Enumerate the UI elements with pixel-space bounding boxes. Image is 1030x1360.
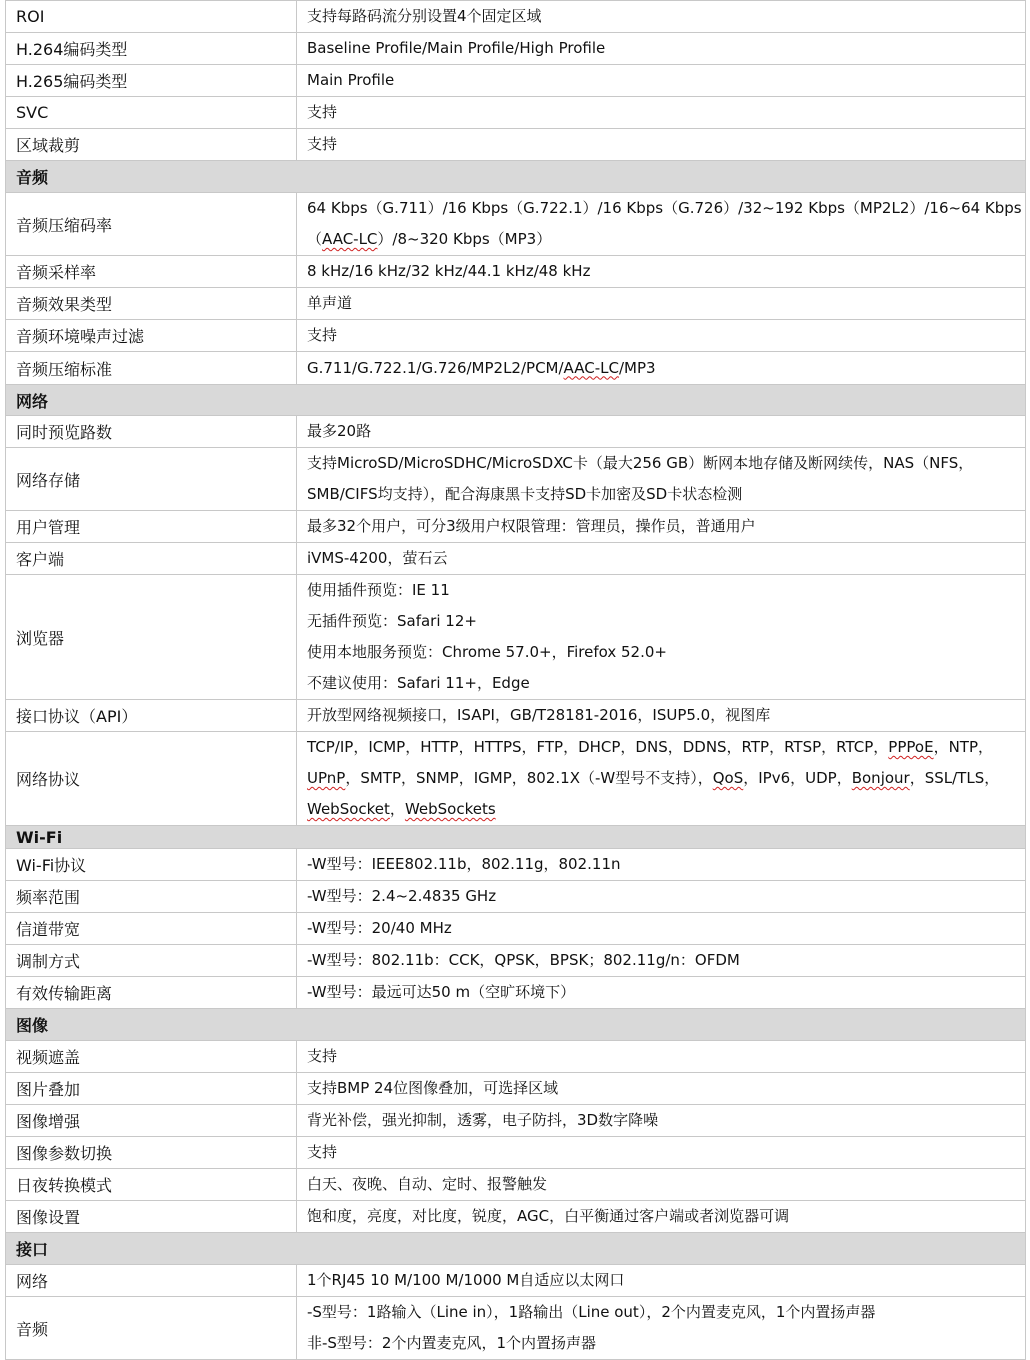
- spec-value-line: 单声道: [307, 294, 353, 312]
- spec-value: [297, 543, 1026, 575]
- spec-value: [297, 1297, 1026, 1360]
- spec-value: [297, 256, 1026, 288]
- spec-value-line: 1个RJ45 10 M/100 M/1000 M自适应以太网口: [307, 1271, 625, 1289]
- spellcheck-underline: WebSockets: [404, 800, 496, 818]
- spec-row: [6, 288, 1026, 320]
- spec-value-line: Baseline Profile/Main Profile/High Profile: [307, 39, 606, 57]
- spec-row: [6, 732, 1026, 826]
- spec-value-line: 非-S型号：2个内置麦克风，1个内置扬声器: [307, 1334, 597, 1352]
- spec-row: [6, 1105, 1026, 1137]
- spec-value-line: 支持: [307, 103, 338, 121]
- spec-label: 频率范围: [6, 881, 297, 913]
- spec-row: [6, 1073, 1026, 1105]
- spec-value-line: 支持: [307, 1047, 338, 1065]
- spec-label: 图像参数切换: [6, 1137, 297, 1169]
- section-header: [6, 385, 1026, 416]
- spec-value: [297, 320, 1026, 352]
- spec-row: [6, 416, 1026, 448]
- spec-table: [5, 0, 1026, 1360]
- spec-row: [6, 849, 1026, 881]
- spec-value: [297, 881, 1026, 913]
- spec-value: [297, 33, 1026, 65]
- spellcheck-underline: QoS: [712, 769, 744, 787]
- spec-value: [297, 193, 1026, 256]
- section-title: 图像: [6, 1009, 1026, 1041]
- spec-label: 图片叠加: [6, 1073, 297, 1105]
- spec-label: 有效传输距离: [6, 977, 297, 1009]
- spec-value: [297, 1169, 1026, 1201]
- spec-row: [6, 1169, 1026, 1201]
- spec-value-line: G.711/G.722.1/G.726/MP2L2/PCM/AAC-LC/MP3: [307, 358, 656, 377]
- spec-label: 区域裁剪: [6, 129, 297, 161]
- spec-label: SVC: [6, 97, 297, 129]
- section-header: [6, 161, 1026, 193]
- spellcheck-underline: PPPoE: [888, 738, 934, 756]
- spec-value-line: UPnP，SMTP，SNMP，IGMP，802.1X（-W型号不支持），QoS，IPv6，UDP，Bonjour，SSL/TLS，: [307, 769, 1000, 787]
- spec-value-line: TCP/IP，ICMP，HTTP，HTTPS，FTP，DHCP，DNS，DDNS，RTP，RTSP，RTCP，PPPoE，NTP，: [307, 738, 993, 756]
- spec-label: 日夜转换模式: [6, 1169, 297, 1201]
- spec-label: 网络: [6, 1265, 297, 1297]
- spec-row: [6, 65, 1026, 97]
- spec-value: [297, 511, 1026, 543]
- spec-value: [297, 700, 1026, 732]
- spec-value: [297, 416, 1026, 448]
- spec-row: [6, 193, 1026, 256]
- spec-value-line: -W型号：2.4~2.4835 GHz: [307, 887, 497, 905]
- spec-value-line: -W型号：最远可达50 m（空旷环境下）: [307, 983, 576, 1001]
- spec-row: [6, 511, 1026, 543]
- spec-label: 音频效果类型: [6, 288, 297, 320]
- spec-value-line: 使用插件预览：IE 11: [307, 581, 450, 599]
- spec-row: [6, 1265, 1026, 1297]
- spec-value-line: WebSocket，WebSockets: [307, 800, 496, 818]
- spec-value-line: Main Profile: [307, 71, 395, 89]
- spec-value-line: iVMS-4200，萤石云: [307, 549, 448, 567]
- section-title: 网络: [6, 385, 1026, 416]
- spec-row: [6, 1201, 1026, 1233]
- spec-value: [297, 448, 1026, 511]
- spec-label: 图像设置: [6, 1201, 297, 1233]
- spec-value: [297, 913, 1026, 945]
- spec-value: [297, 1041, 1026, 1073]
- spec-label: ROI: [6, 1, 297, 33]
- section-title: Wi-Fi: [6, 826, 1026, 849]
- spec-label: 调制方式: [6, 945, 297, 977]
- spec-row: [6, 977, 1026, 1009]
- spec-table-body: [6, 1, 1026, 1360]
- spec-value-line: 使用本地服务预览：Chrome 57.0+，Firefox 52.0+: [307, 643, 667, 661]
- spec-row: [6, 352, 1026, 385]
- spec-value-line: 64 Kbps（G.711）/16 Kbps（G.722.1）/16 Kbps（G.726）/32~192 Kbps（MP2L2）/16~64 Kbps: [307, 199, 1022, 217]
- spec-row: [6, 256, 1026, 288]
- spec-value: [297, 945, 1026, 977]
- spec-value-line: 支持BMP 24位图像叠加，可选择区域: [307, 1079, 559, 1097]
- spec-value: [297, 849, 1026, 881]
- spec-row: [6, 33, 1026, 65]
- spec-label: H.265编码类型: [6, 65, 297, 97]
- spec-value-line: SMB/CIFS均支持），配合海康黑卡支持SD卡加密及SD卡状态检测: [307, 485, 743, 503]
- spec-row: [6, 97, 1026, 129]
- spec-value-line: （AAC-LC）/8~320 Kbps（MP3）: [307, 230, 552, 248]
- spec-label: 浏览器: [6, 575, 297, 700]
- spec-value: [297, 1, 1026, 33]
- spec-value-line: -S型号：1路输入（Line in），1路输出（Line out），2个内置麦克风，1个内置扬声器: [307, 1303, 876, 1321]
- spec-label: Wi-Fi协议: [6, 849, 297, 881]
- spellcheck-underline: Bonjour: [851, 769, 910, 787]
- spec-label: 音频环境噪声过滤: [6, 320, 297, 352]
- spec-value: [297, 352, 1026, 385]
- section-header: [6, 826, 1026, 849]
- spec-value-line: 支持: [307, 326, 338, 344]
- spec-value-line: 支持: [307, 1143, 338, 1161]
- spec-row: [6, 1041, 1026, 1073]
- spellcheck-underline: WebSocket: [307, 800, 390, 818]
- spec-label: 音频: [6, 1297, 297, 1360]
- spec-value: [297, 1137, 1026, 1169]
- spec-row: [6, 881, 1026, 913]
- spec-value-line: 背光补偿，强光抑制，透雾，电子防抖，3D数字降噪: [307, 1111, 659, 1129]
- spec-value-line: 最多20路: [307, 422, 372, 440]
- section-header: [6, 1009, 1026, 1041]
- spec-label: 信道带宽: [6, 913, 297, 945]
- spec-row: [6, 913, 1026, 945]
- spec-value-line: 白天、夜晚、自动、定时、报警触发: [307, 1175, 548, 1193]
- spec-value-line: 支持: [307, 135, 338, 153]
- spec-label: 视频遮盖: [6, 1041, 297, 1073]
- spec-label: 图像增强: [6, 1105, 297, 1137]
- spec-value-line: -W型号：20/40 MHz: [307, 919, 452, 937]
- spec-value: [297, 732, 1026, 826]
- spec-row: [6, 945, 1026, 977]
- spec-row: [6, 700, 1026, 732]
- spec-label: 音频采样率: [6, 256, 297, 288]
- spec-value-line: 开放型网络视频接口，ISAPI，GB/T28181-2016，ISUP5.0，视图库: [307, 706, 771, 724]
- spec-value: [297, 575, 1026, 700]
- spec-label: 同时预览路数: [6, 416, 297, 448]
- spec-value: [297, 288, 1026, 320]
- spec-row: [6, 1137, 1026, 1169]
- spec-value-line: -W型号：802.11b：CCK，QPSK，BPSK；802.11g/n：OFDM: [307, 951, 740, 969]
- section-title: 接口: [6, 1233, 1026, 1265]
- section-title: 音频: [6, 161, 1026, 193]
- spec-label: 客户端: [6, 543, 297, 575]
- spec-value: [297, 1265, 1026, 1297]
- spec-value-line: 不建议使用：Safari 11+，Edge: [307, 674, 530, 692]
- spec-row: [6, 448, 1026, 511]
- spec-label: 用户管理: [6, 511, 297, 543]
- spec-value-line: 无插件预览：Safari 12+: [307, 612, 477, 630]
- spec-label: H.264编码类型: [6, 33, 297, 65]
- spec-value: [297, 129, 1026, 161]
- spec-row: [6, 543, 1026, 575]
- spec-label: 网络存储: [6, 448, 297, 511]
- spec-row: [6, 1, 1026, 33]
- spec-label: 音频压缩码率: [6, 193, 297, 256]
- spec-value-line: 支持MicroSD/MicroSDHC/MicroSDXC卡（最大256 GB）断网本地存储及断网续传，NAS（NFS，: [307, 454, 974, 472]
- spec-value: [297, 97, 1026, 129]
- spec-row: [6, 575, 1026, 700]
- spellcheck-underline: UPnP: [307, 769, 346, 787]
- spec-value: [297, 1105, 1026, 1137]
- spellcheck-underline: AAC-LC: [563, 358, 619, 377]
- spellcheck-underline: AAC-LC: [322, 230, 378, 248]
- spec-value-line: 8 kHz/16 kHz/32 kHz/44.1 kHz/48 kHz: [307, 262, 591, 280]
- spec-row: [6, 320, 1026, 352]
- spec-value-line: 支持每路码流分别设置4个固定区域: [307, 7, 542, 25]
- spec-value: [297, 977, 1026, 1009]
- spec-value: [297, 1073, 1026, 1105]
- spec-row: [6, 1297, 1026, 1360]
- spec-label: 接口协议（API）: [6, 700, 297, 732]
- spec-value: [297, 1201, 1026, 1233]
- spec-value-line: 最多32个用户，可分3级用户权限管理：管理员，操作员，普通用户: [307, 517, 756, 535]
- spec-value: [297, 65, 1026, 97]
- spec-label: 音频压缩标准: [6, 352, 297, 385]
- section-header: [6, 1233, 1026, 1265]
- spec-value-line: 饱和度，亮度，对比度，锐度，AGC，白平衡通过客户端或者浏览器可调: [307, 1207, 790, 1225]
- spec-label: 网络协议: [6, 732, 297, 826]
- spec-row: [6, 129, 1026, 161]
- spec-value-line: -W型号：IEEE802.11b，802.11g，802.11n: [307, 855, 621, 873]
